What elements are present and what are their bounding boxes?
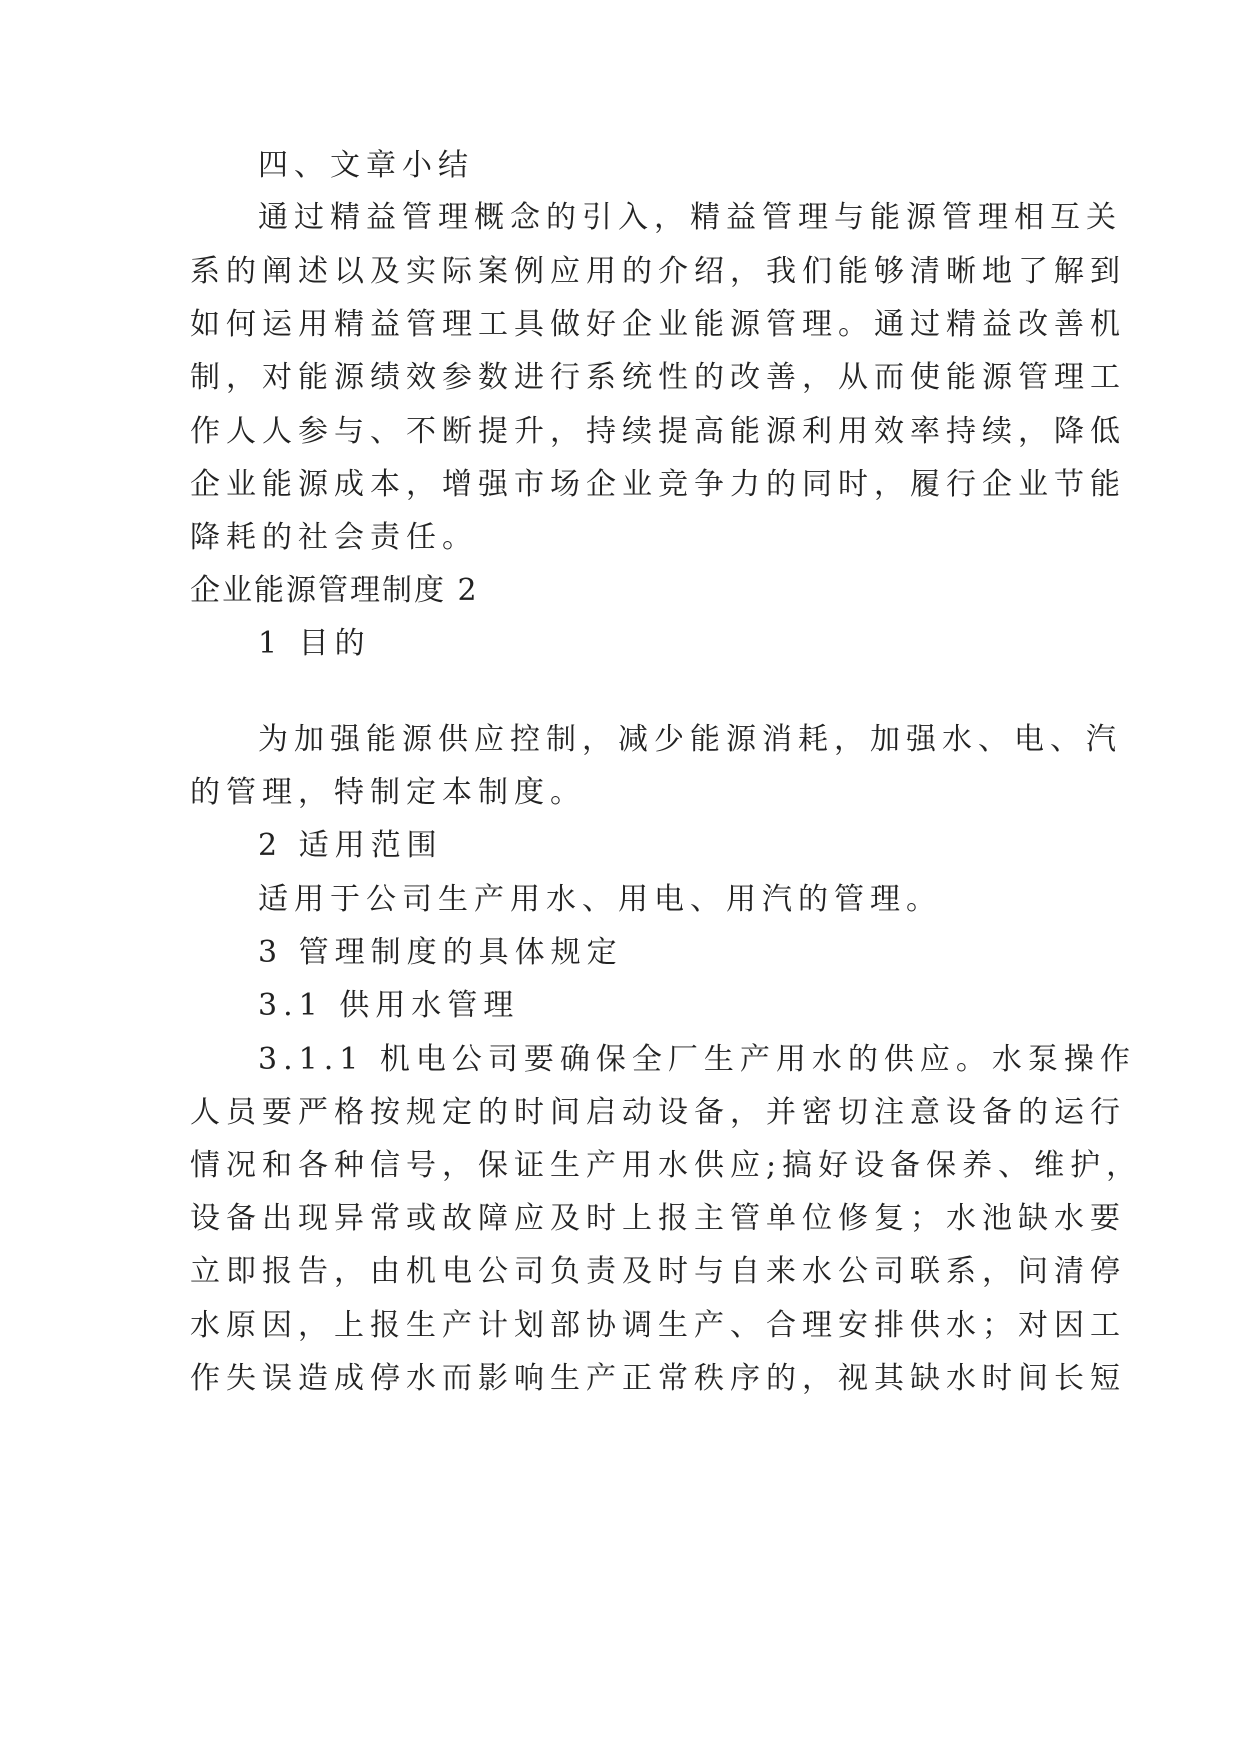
paragraph-line: 立即报告，由机电公司负责及时与自来水公司联系，问清停 [190, 1254, 1126, 1289]
paragraph-line: 系的阐述以及实际案例应用的介绍，我们能够清晰地了解到 [190, 254, 1126, 289]
paragraph-line: 如何运用精益管理工具做好企业能源管理。通过精益改善机 [190, 307, 1126, 342]
paragraph-line: 水原因，上报生产计划部协调生产、合理安排供水；对因工 [190, 1308, 1126, 1343]
section-heading-purpose: 1 目的 [258, 626, 371, 661]
section-heading-rules: 3 管理制度的具体规定 [258, 935, 623, 970]
paragraph-line: 情况和各种信号，保证生产用水供应;搞好设备保养、维护， [190, 1148, 1143, 1183]
paragraph-line: 制，对能源绩效参数进行系统性的改善，从而使能源管理工 [190, 360, 1126, 395]
paragraph-line: 降耗的社会责任。 [190, 520, 478, 555]
policy-title: 企业能源管理制度 2 [190, 573, 479, 608]
paragraph-line: 为加强能源供应控制，减少能源消耗，加强水、电、汽 [258, 722, 1122, 757]
section-heading-summary: 四、文章小结 [258, 148, 474, 183]
paragraph-line: 作人人参与、不断提升，持续提高能源利用效率持续，降低 [190, 414, 1126, 449]
section-heading-water: 3.1 供用水管理 [258, 988, 520, 1023]
paragraph-line: 通过精益管理概念的引入，精益管理与能源管理相互关 [258, 200, 1122, 235]
paragraph-line: 人员要严格按规定的时间启动设备，并密切注意设备的运行 [190, 1095, 1126, 1130]
section-heading-scope: 2 适用范围 [258, 828, 443, 863]
paragraph-line: 3.1.1 机电公司要确保全厂生产用水的供应。水泵操作 [258, 1042, 1136, 1077]
paragraph-line: 作失误造成停水而影响生产正常秩序的，视其缺水时间长短 [190, 1361, 1126, 1396]
paragraph-line: 企业能源成本，增强市场企业竞争力的同时，履行企业节能 [190, 467, 1126, 502]
scope-paragraph: 适用于公司生产用水、用电、用汽的管理。 [258, 882, 942, 917]
paragraph-line: 设备出现异常或故障应及时上报主管单位修复；水池缺水要 [190, 1201, 1126, 1236]
paragraph-line: 的管理，特制定本制度。 [190, 775, 586, 810]
